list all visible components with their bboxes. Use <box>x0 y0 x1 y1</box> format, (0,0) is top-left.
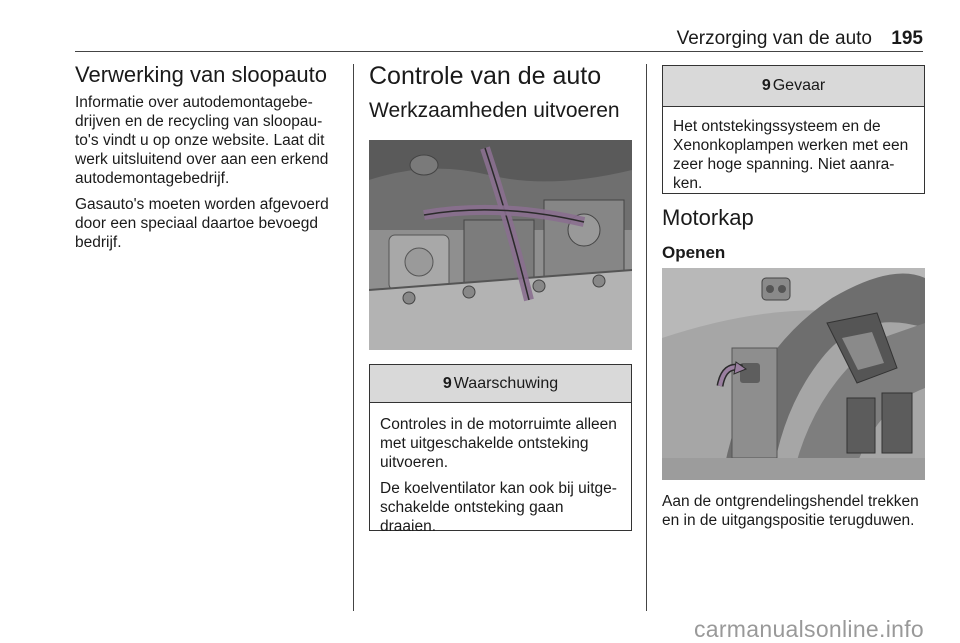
warning-box <box>369 364 632 535</box>
paragraph-gasauto <box>75 195 343 252</box>
text-line: Het ontstekingssysteem en de <box>673 118 881 135</box>
running-header-title: Verzorging van de auto <box>676 28 872 49</box>
text-line: en in de uitgangspositie terugduwen. <box>662 512 915 529</box>
warning-box-header <box>370 365 631 403</box>
text-line: Controles in de motorruimte alleen <box>380 416 617 433</box>
warning-icon: 9 <box>442 375 452 392</box>
paragraph-recycling <box>75 93 343 188</box>
text-line: drijven en de recycling van sloopau- <box>75 113 323 130</box>
engine-bay-illustration <box>369 140 632 350</box>
danger-body <box>663 107 924 193</box>
subsection-heading-werkzaamheden: Werkzaamheden uitvoeren <box>369 99 620 122</box>
text-line: uitvoeren. <box>380 454 449 471</box>
text-line: De koelventilator kan ook bij uitge- <box>380 480 617 497</box>
text-line: Informatie over autodemontagebe- <box>75 94 313 111</box>
warning-body <box>370 403 631 536</box>
section-heading-sloopauto: Verwerking van sloopauto <box>75 62 327 87</box>
footer-watermark: carmanualsonline.info <box>693 616 924 642</box>
page-number: 195 <box>891 28 923 49</box>
text-line: werk uitsluitend over aan een erkend <box>75 151 329 168</box>
danger-title: Gevaar <box>772 77 826 94</box>
text-line: met uitgeschakelde ontsteking <box>380 435 589 452</box>
header-rule <box>75 51 923 52</box>
text-line: ken. <box>673 175 703 192</box>
text-line: Xenonkoplampen werken met een <box>673 137 909 154</box>
danger-icon: 9 <box>761 77 771 94</box>
text-line: zeer hoge spanning. Niet aanra- <box>673 156 895 173</box>
column-2 <box>369 62 632 123</box>
column-divider-2 <box>646 64 647 611</box>
text-line: Aan de ontgrendelingshendel trekken <box>662 493 919 510</box>
figure-caption <box>662 492 932 530</box>
text-line: door een speciaal daartoe bevoegd <box>75 215 319 232</box>
section-heading-controle: Controle van de auto <box>369 62 602 90</box>
warning-title: Waarschuwing <box>453 375 559 392</box>
danger-box-header <box>663 66 924 107</box>
text-line: to's vindt u op onze website. Laat dit <box>75 132 325 149</box>
text-line: bedrijf. <box>75 234 122 251</box>
section-heading-motorkap: Motorkap <box>662 205 754 230</box>
text-line: schakelde ontsteking gaan <box>380 499 564 516</box>
hood-release-illustration <box>662 268 925 480</box>
text-line: Gasauto's moeten worden afgevoerd <box>75 196 329 213</box>
column-divider-1 <box>353 64 354 611</box>
danger-box <box>662 65 925 194</box>
text-line: draaien. <box>380 518 437 535</box>
text-line: autodemontagebedrijf. <box>75 170 230 187</box>
column-1 <box>75 62 343 252</box>
subsection-heading-openen: Openen <box>662 243 726 262</box>
